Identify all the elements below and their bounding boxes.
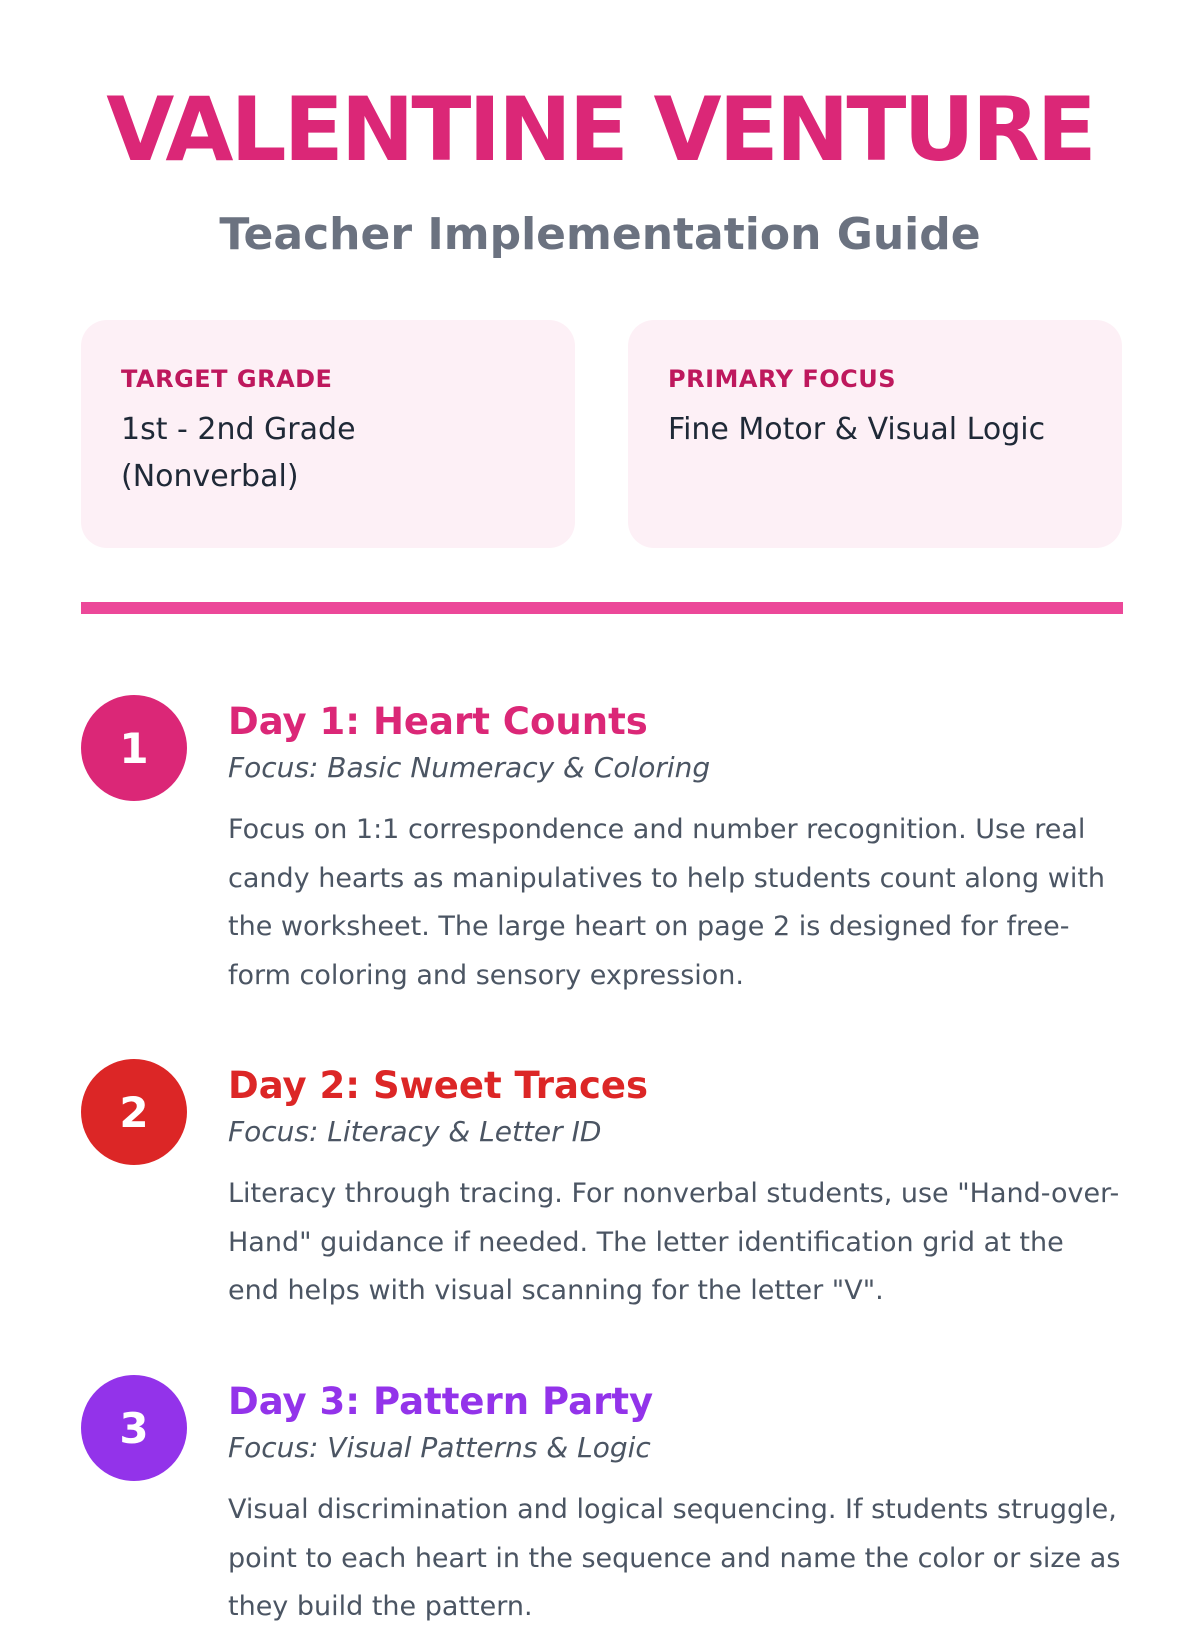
day-description: Visual discrimination and logical sequencing. If students struggle, point to each heart in the sequence and name the color or size as they build the pattern. [228, 1494, 1121, 1622]
card-label: PRIMARY FOCUS [668, 365, 897, 393]
page-subtitle: Teacher Implementation Guide [219, 209, 981, 260]
day-description: Focus on 1:1 correspondence and number recognition. Use real candy hearts as manipulatives to help students count along with the worksheet. The large heart on page 2 is designed for free-form coloring and sensory expression. [228, 814, 1106, 991]
day-body [228, 1375, 1123, 1632]
day-title: Day 2: Sweet Traces [228, 1064, 648, 1107]
day-description: Literacy through tracing. For nonverbal students, use "Hand-over-Hand" guidance if needed. The letter identification grid at the end helps with visual scanning for the letter "V". [228, 1178, 1120, 1306]
section-divider [81, 602, 1123, 614]
card-value: Fine Motor & Visual Logic [668, 412, 1046, 447]
day-title: Day 3: Pattern Party [228, 1380, 654, 1423]
day-1-badge: 1 [81, 695, 187, 801]
day-focus: Focus: Basic Numeracy & Coloring [228, 751, 711, 784]
day-body [228, 695, 1123, 1000]
day-2-badge: 2 [81, 1059, 187, 1165]
page-title: VALENTINE VENTURE [106, 78, 1094, 181]
card-value: 1st - 2nd Grade (Nonverbal) [121, 412, 356, 494]
day-focus: Focus: Literacy & Letter ID [228, 1115, 602, 1148]
day-focus: Focus: Visual Patterns & Logic [228, 1431, 651, 1464]
day-3-badge: 3 [81, 1375, 187, 1481]
target-grade-card [81, 320, 575, 548]
day-title: Day 1: Heart Counts [228, 700, 648, 743]
card-label: TARGET GRADE [121, 365, 333, 393]
primary-focus-card [628, 320, 1122, 548]
day-body [228, 1059, 1123, 1316]
